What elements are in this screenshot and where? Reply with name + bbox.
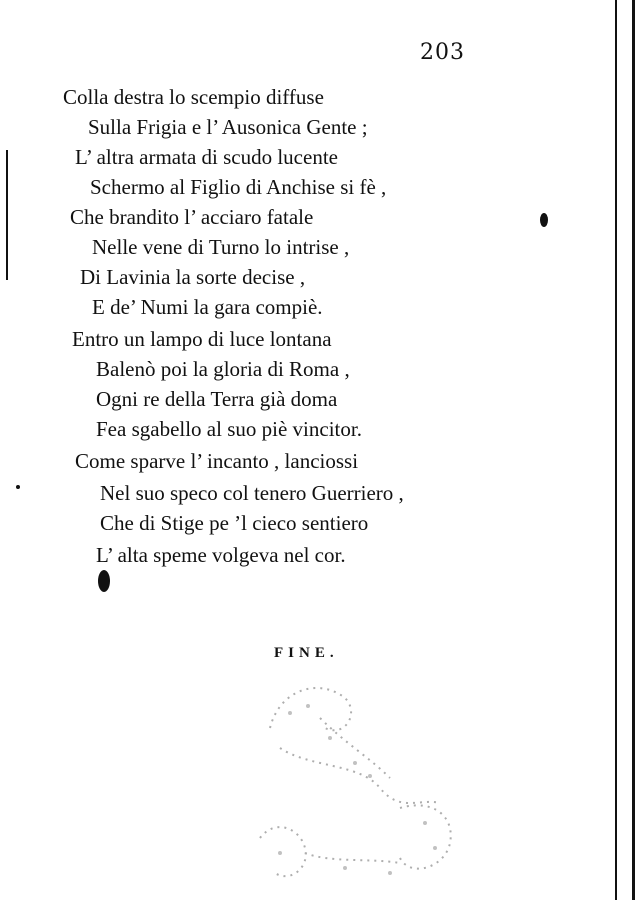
poem-line: Come sparve l’ incanto , lanciossi [75,449,359,473]
poem-line: Schermo al Figlio di Anchise si fè , [90,175,387,199]
poem-line: Che brandito l’ acciaro fatale [70,205,314,229]
poem-line: L’ alta speme volgeva nel cor. [96,543,346,567]
ink-blot-left [98,570,110,592]
page-edge-line-outer [632,0,635,900]
poem-line: Nelle vene di Turno lo intrise , [92,235,350,259]
poem-line: Di Lavinia la sorte decise , [80,265,306,289]
poem-line: Balenò poi la gloria di Roma , [96,357,350,381]
page-gutter-line [6,150,8,280]
ink-dot-right [540,213,548,227]
end-label: FINE. [274,645,339,661]
poem-line: Nel suo speco col tenero Guerriero , [100,481,404,505]
faded-ornament-icon [250,668,480,898]
poem-line: Che di Stige pe ’l cieco sentiero [100,511,369,535]
poem-line: Fea sgabello al suo piè vincitor. [96,417,362,441]
poem-line: E de’ Numi la gara compiè. [92,295,323,319]
page-number: 203 [420,40,465,65]
ink-dot-margin [16,485,20,489]
poem-line: Ogni re della Terra già doma [96,387,338,411]
poem-line: Entro un lampo di luce lontana [72,327,332,351]
poem-line: Colla destra lo scempio diffuse [63,85,324,109]
page-edge-line [615,0,617,900]
poem-line: L’ altra armata di scudo lucente [75,145,338,169]
poem-line: Sulla Frigia e l’ Ausonica Gente ; [88,115,368,139]
